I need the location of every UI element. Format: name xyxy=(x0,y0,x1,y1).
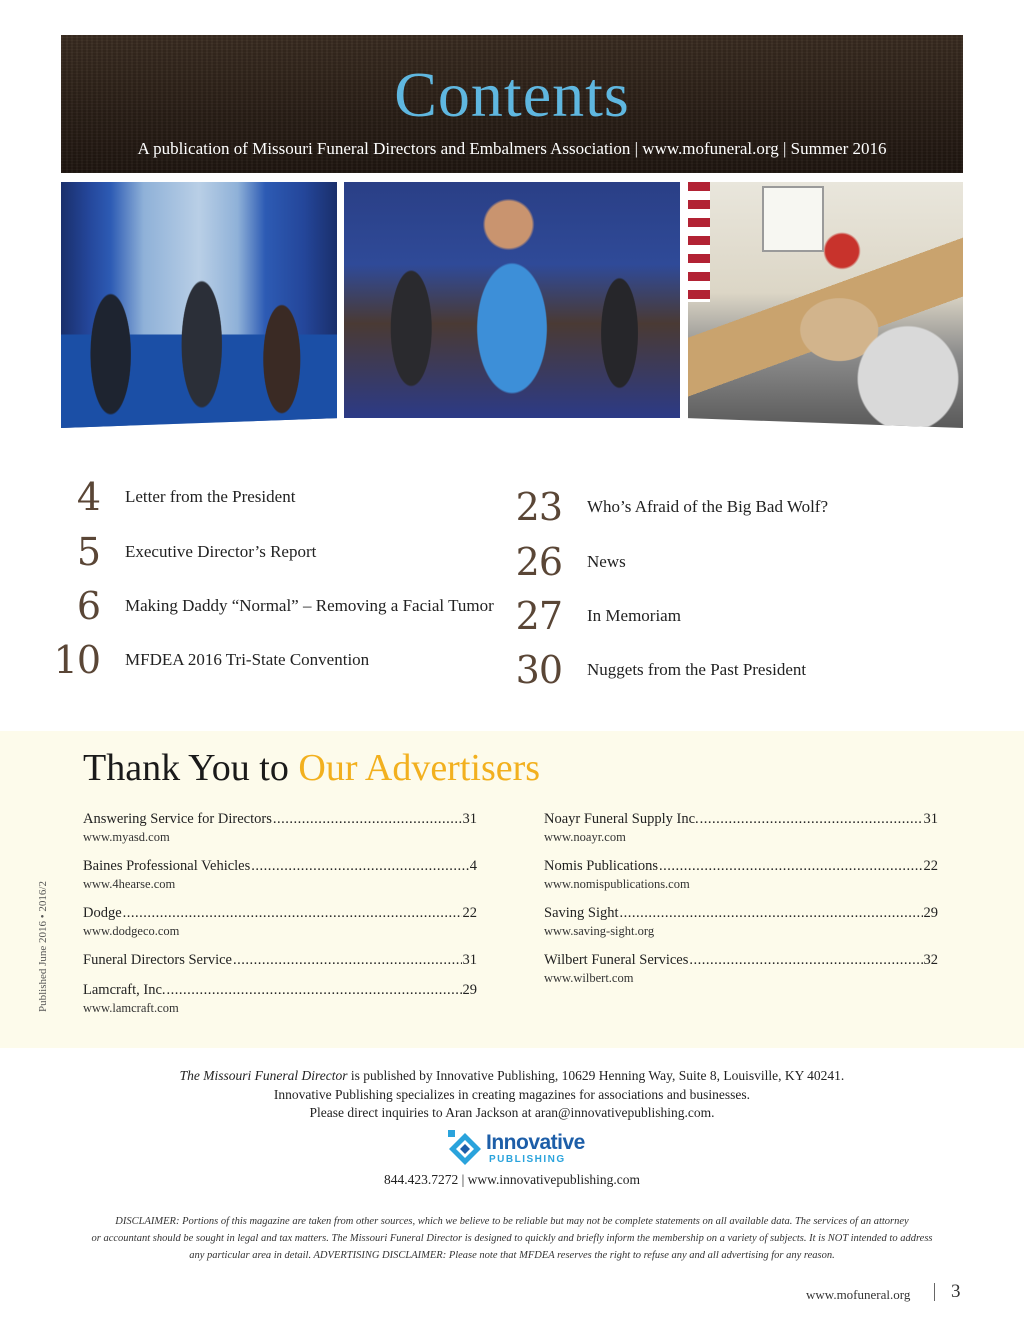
publisher-line-1-text: is published by Innovative Publishing, 10629 Henning Way, Suite 8, Louisville, KY 40241. xyxy=(347,1068,845,1083)
toc-title: Making Daddy “Normal” – Removing a Facial Tumor xyxy=(125,596,494,615)
advertiser-entry[interactable] xyxy=(544,952,938,986)
diamond-logo-icon xyxy=(446,1130,484,1168)
toc-entry[interactable] xyxy=(0,475,295,519)
published-date-note: Published June 2016 • 2016/2 xyxy=(37,881,49,1012)
advertiser-entry[interactable] xyxy=(83,811,477,845)
advertiser-entry[interactable] xyxy=(83,952,477,969)
heading-part-2: Our Advertisers xyxy=(298,747,541,789)
toc-entry[interactable] xyxy=(462,648,806,692)
advertiser-page: 22 xyxy=(462,905,477,921)
advertiser-page: 29 xyxy=(462,982,477,998)
advertiser-page: 4 xyxy=(469,858,477,874)
advertiser-name: Answering Service for Directors xyxy=(83,811,272,827)
advertiser-entry[interactable] xyxy=(544,905,938,939)
toc-page-number: 30 xyxy=(515,648,562,692)
header-banner xyxy=(61,35,963,173)
advertiser-url[interactable]: www.lamcraft.com xyxy=(83,1001,179,1015)
dot-leader xyxy=(233,952,462,969)
toc-page-number: 4 xyxy=(76,475,100,519)
magazine-name: The Missouri Funeral Director xyxy=(179,1068,348,1083)
dot-leader xyxy=(123,905,462,922)
dot-leader xyxy=(689,952,922,969)
photo-woman-at-exhibit xyxy=(344,182,680,418)
advertiser-entry[interactable] xyxy=(83,858,477,892)
toc-page-number: 5 xyxy=(76,530,100,574)
advertiser-page: 29 xyxy=(923,905,938,921)
disclaimer-line-3: any particular area in detail. ADVERTISING DISCLAIMER: Please note that MFDEA reserves the right to refuse any and all advertising for any reason. xyxy=(189,1250,835,1261)
logo-subtitle: PUBLISHING xyxy=(489,1154,566,1165)
toc-page-number: 26 xyxy=(515,540,562,584)
footer-website[interactable]: www.mofuneral.org xyxy=(806,1287,911,1302)
advertiser-entry[interactable] xyxy=(83,982,477,1016)
toc-title: News xyxy=(587,552,626,571)
advertiser-name: Baines Professional Vehicles xyxy=(83,858,251,874)
advertisers-heading xyxy=(83,746,540,790)
toc-entry[interactable] xyxy=(462,485,828,529)
advertiser-url[interactable]: www.noayr.com xyxy=(544,830,626,844)
advertiser-name: Lamcraft, Inc. xyxy=(83,982,166,998)
toc-entry[interactable] xyxy=(0,584,494,628)
dot-leader xyxy=(659,858,923,875)
innovative-publishing-logo xyxy=(446,1130,586,1170)
toc-page-number: 27 xyxy=(515,594,562,638)
toc-title: Who’s Afraid of the Big Bad Wolf? xyxy=(587,497,828,516)
toc-entry[interactable] xyxy=(0,530,316,574)
publisher-line-3: Please direct inquiries to Aran Jackson at aran@innovativepublishing.com. xyxy=(309,1105,715,1120)
publication-subtitle: A publication of Missouri Funeral Directors and Embalmers Association | www.mofuneral.org | Summer 2016 xyxy=(137,139,887,158)
disclaimer-line-2: or accountant should be sought in legal and tax matters. The Missouri Funeral Director is designed to quickly and briefly inform the membership on a variety of subjects. It is NOT intended to address xyxy=(91,1233,933,1244)
publisher-contact: 844.423.7272 | www.innovativepublishing.com xyxy=(383,1172,641,1187)
dot-leader xyxy=(700,811,923,828)
toc-title: Letter from the President xyxy=(125,487,296,506)
dot-leader xyxy=(620,905,923,922)
advertiser-url[interactable]: www.nomispublications.com xyxy=(544,877,690,891)
advertiser-entry[interactable] xyxy=(544,858,938,892)
toc-entry[interactable] xyxy=(0,638,369,682)
advertiser-url[interactable]: www.4hearse.com xyxy=(83,877,176,891)
toc-page-number: 6 xyxy=(76,584,100,628)
advertiser-page: 31 xyxy=(462,952,477,968)
advertiser-url[interactable]: www.myasd.com xyxy=(83,830,170,844)
toc-entry[interactable] xyxy=(462,594,681,638)
whiteboard-graphic xyxy=(762,186,824,252)
flag-graphic xyxy=(688,182,710,302)
advertiser-url[interactable]: www.saving-sight.org xyxy=(544,924,655,938)
toc-page-number: 23 xyxy=(515,485,562,529)
advertiser-name: Dodge xyxy=(83,905,122,921)
footer-divider xyxy=(934,1283,935,1301)
toc-entry[interactable] xyxy=(462,540,626,584)
page-title: Contents xyxy=(394,59,630,130)
dot-leader xyxy=(251,858,468,875)
toc-title: MFDEA 2016 Tri-State Convention xyxy=(125,650,370,669)
logo-name: Innovative xyxy=(486,1131,585,1154)
advertiser-name: Nomis Publications xyxy=(544,858,658,874)
advertiser-page: 31 xyxy=(923,811,938,827)
toc-title: In Memoriam xyxy=(587,606,681,625)
advertiser-entry[interactable] xyxy=(544,811,938,845)
disclaimer-line-1: DISCLAIMER: Portions of this magazine are taken from other sources, which we believe to be reliable but may not be complete statements on all available data. The services of an attorney xyxy=(115,1216,909,1227)
dot-leader xyxy=(273,811,462,828)
page-number: 3 xyxy=(951,1281,961,1302)
toc-page-number: 10 xyxy=(53,638,100,682)
toc-title: Nuggets from the Past President xyxy=(587,660,807,679)
heading-part-1: Thank You to xyxy=(83,747,289,789)
advertiser-url[interactable]: www.dodgeco.com xyxy=(83,924,180,938)
advertiser-page: 31 xyxy=(462,811,477,827)
advertiser-name: Wilbert Funeral Services xyxy=(544,952,689,968)
advertiser-page: 32 xyxy=(923,952,938,968)
advertiser-entry[interactable] xyxy=(83,905,477,939)
advertiser-name: Noayr Funeral Supply Inc. xyxy=(544,811,699,827)
toc-title: Executive Director’s Report xyxy=(125,542,317,561)
publisher-line-1 xyxy=(0,1068,1024,1084)
advertiser-page: 22 xyxy=(923,858,938,874)
photo-booth-three-people xyxy=(61,182,337,428)
advertiser-name: Funeral Directors Service xyxy=(83,952,232,968)
photo-meeting-room xyxy=(688,182,963,428)
dot-leader xyxy=(167,982,462,999)
publisher-line-2: Innovative Publishing specializes in creating magazines for associations and businesses. xyxy=(273,1087,751,1102)
advertiser-url[interactable]: www.wilbert.com xyxy=(544,971,634,985)
advertiser-name: Saving Sight xyxy=(544,905,619,921)
